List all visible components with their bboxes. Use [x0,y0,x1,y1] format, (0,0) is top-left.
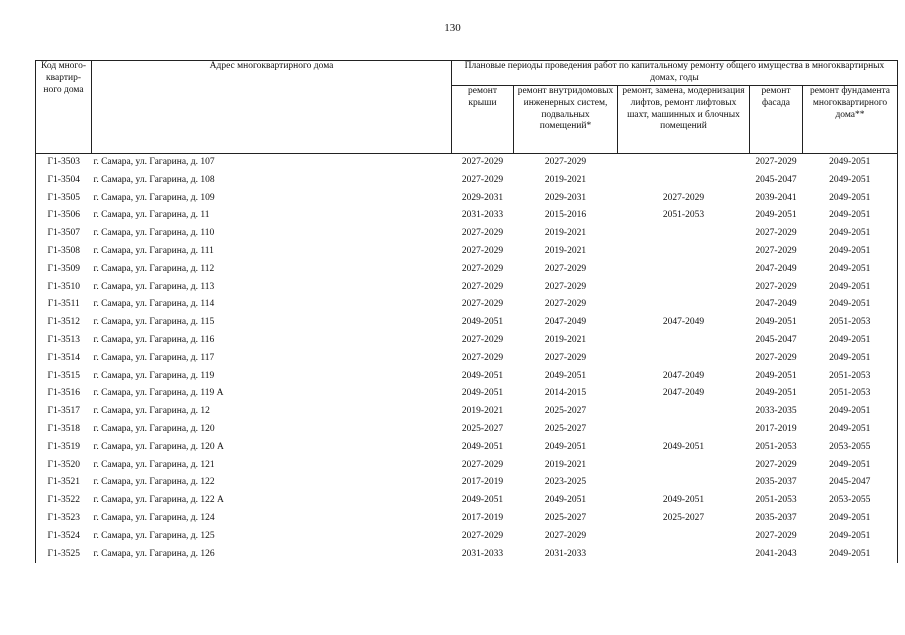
cell-roof: 2029-2031 [461,192,504,203]
cell-systems: 2019-2021 [544,174,587,185]
cell-code: Г1-3518 [36,421,92,439]
cell-code: Г1-3512 [36,314,92,332]
cell-address: г. Самара, ул. Гагарина, д. 124 [93,512,215,523]
cell-code: Г1-3515 [36,368,92,386]
cell-address: г. Самара, ул. Гагарина, д. 120 [93,423,215,434]
cell-elevators [618,225,750,243]
cell-address: г. Самара, ул. Гагарина, д. 125 [93,530,215,541]
table-row [36,243,898,261]
cell-facade: 2027-2029 [755,245,797,256]
header-facade: ремонт фасада [750,86,803,154]
cell-facade: 2041-2043 [755,548,797,559]
cell-foundation: 2051-2053 [803,385,898,403]
cell-facade: 2047-2049 [755,299,797,310]
table-row [36,296,898,314]
cell-facade: 2045-2047 [755,174,797,185]
cell-code: Г1-3514 [36,350,92,368]
cell-roof: 2031-2033 [461,548,504,559]
cell-elevators [618,350,750,368]
cell-code: Г1-3521 [36,474,92,492]
table-row [36,439,898,457]
table-row [36,546,898,564]
cell-code: Г1-3519 [36,439,92,457]
repair-schedule-table [35,60,898,563]
cell-systems: 2027-2029 [544,281,587,292]
table-row [36,510,898,528]
cell-foundation: 2049-2051 [803,296,898,314]
cell-code: Г1-3520 [36,457,92,475]
cell-elevators [618,546,750,564]
cell-systems: 2027-2029 [544,299,587,310]
cell-systems: 2049-2051 [544,441,587,452]
cell-code: Г1-3513 [36,332,92,350]
cell-roof: 2017-2019 [461,512,504,523]
cell-roof: 2027-2029 [461,263,504,274]
table-row [36,154,898,172]
cell-foundation: 2049-2051 [803,207,898,225]
cell-code: Г1-3517 [36,403,92,421]
cell-facade: 2035-2037 [755,512,797,523]
cell-systems: 2025-2027 [544,406,587,417]
cell-facade: 2051-2053 [755,495,797,506]
cell-elevators [618,474,750,492]
cell-address: г. Самара, ул. Гагарина, д. 126 [93,548,215,559]
cell-elevators: 2049-2051 [662,495,705,506]
table-row [36,261,898,279]
cell-systems: 2014-2015 [544,388,587,399]
cell-roof: 2027-2029 [461,459,504,470]
cell-code: Г1-3503 [36,154,92,172]
cell-roof: 2027-2029 [461,157,504,167]
cell-address: г. Самара, ул. Гагарина, д. 117 [93,352,215,363]
table-row [36,528,898,546]
table-row [36,403,898,421]
cell-facade: 2033-2035 [755,406,797,417]
cell-code: Г1-3505 [36,190,92,208]
cell-elevators [618,403,750,421]
cell-roof: 2027-2029 [461,228,504,239]
table-row [36,350,898,368]
cell-systems: 2025-2027 [544,423,587,434]
cell-address: г. Самара, ул. Гагарина, д. 108 [93,174,215,185]
table-row [36,457,898,475]
cell-elevators [618,279,750,297]
cell-roof: 2019-2021 [461,406,504,417]
cell-code: Г1-3504 [36,172,92,190]
cell-code: Г1-3506 [36,207,92,225]
header-code: Код много-квартир-ного дома [36,61,92,154]
table-row [36,225,898,243]
cell-address: г. Самара, ул. Гагарина, д. 109 [93,192,215,203]
cell-foundation: 2051-2053 [803,368,898,386]
cell-roof: 2027-2029 [461,530,504,541]
cell-facade: 2035-2037 [755,477,797,488]
cell-foundation: 2049-2051 [803,546,898,564]
cell-roof: 2025-2027 [461,423,504,434]
cell-elevators [618,528,750,546]
cell-code: Г1-3524 [36,528,92,546]
cell-systems: 2025-2027 [544,512,587,523]
table-body [36,154,898,564]
page-number: 130 [444,22,461,34]
cell-foundation: 2049-2051 [803,510,898,528]
cell-address: г. Самара, ул. Гагарина, д. 116 [93,334,215,345]
cell-foundation: 2049-2051 [803,350,898,368]
cell-foundation: 2053-2055 [803,439,898,457]
header-periods: Плановые периоды проведения работ по капитальному ремонту общего имущества в многоквартирных домах, годы [452,61,898,86]
cell-systems: 2027-2029 [544,352,587,363]
cell-address: г. Самара, ул. Гагарина, д. 119 [93,370,215,381]
cell-roof: 2049-2051 [461,495,504,506]
cell-foundation: 2045-2047 [803,474,898,492]
cell-roof: 2027-2029 [461,352,504,363]
cell-facade: 2027-2029 [755,352,797,363]
cell-systems: 2047-2049 [544,317,587,328]
cell-elevators [618,457,750,475]
cell-foundation: 2049-2051 [803,225,898,243]
cell-code: Г1-3522 [36,492,92,510]
cell-elevators [618,332,750,350]
cell-elevators: 2025-2027 [662,512,705,523]
cell-code: Г1-3508 [36,243,92,261]
cell-roof: 2027-2029 [461,299,504,310]
cell-code: Г1-3525 [36,546,92,564]
cell-address: г. Самара, ул. Гагарина, д. 121 [93,459,215,470]
cell-address: г. Самара, ул. Гагарина, д. 107 [93,157,215,167]
cell-code: Г1-3509 [36,261,92,279]
cell-facade: 2027-2029 [755,157,797,167]
cell-elevators [618,296,750,314]
table-row [36,190,898,208]
cell-address: г. Самара, ул. Гагарина, д. 119 А [93,388,224,399]
table-row [36,368,898,386]
cell-foundation: 2049-2051 [803,190,898,208]
cell-elevators: 2047-2049 [662,388,705,399]
cell-foundation: 2049-2051 [803,279,898,297]
cell-systems: 2049-2051 [544,495,587,506]
cell-facade: 2027-2029 [755,459,797,470]
cell-code: Г1-3507 [36,225,92,243]
cell-roof: 2049-2051 [461,441,504,452]
cell-facade: 2027-2029 [755,281,797,292]
cell-foundation: 2049-2051 [803,332,898,350]
cell-address: г. Самара, ул. Гагарина, д. 110 [93,228,215,239]
cell-roof: 2049-2051 [461,370,504,381]
cell-facade: 2017-2019 [755,423,797,434]
cell-code: Г1-3511 [36,296,92,314]
cell-facade: 2039-2041 [755,192,797,203]
cell-address: г. Самара, ул. Гагарина, д. 114 [93,299,215,310]
cell-elevators [618,172,750,190]
cell-address: г. Самара, ул. Гагарина, д. 11 [93,210,210,221]
table-row [36,332,898,350]
cell-systems: 2015-2016 [544,210,587,221]
cell-systems: 2029-2031 [544,192,587,203]
cell-systems: 2019-2021 [544,459,587,470]
cell-facade: 2045-2047 [755,334,797,345]
cell-systems: 2027-2029 [544,530,587,541]
cell-address: г. Самара, ул. Гагарина, д. 115 [93,317,215,328]
cell-elevators: 2047-2049 [662,370,705,381]
cell-systems: 2031-2033 [544,548,587,559]
table-row [36,279,898,297]
table-row [36,474,898,492]
table-row [36,385,898,403]
table-row [36,172,898,190]
cell-address: г. Самара, ул. Гагарина, д. 120 А [93,441,224,452]
cell-foundation: 2053-2055 [803,492,898,510]
cell-roof: 2017-2019 [461,477,504,488]
cell-systems: 2027-2029 [544,263,587,274]
cell-facade: 2049-2051 [755,210,797,221]
cell-address: г. Самара, ул. Гагарина, д. 113 [93,281,215,292]
cell-facade: 2027-2029 [755,228,797,239]
cell-roof: 2049-2051 [461,388,504,399]
table-row [36,314,898,332]
cell-foundation: 2049-2051 [803,172,898,190]
cell-roof: 2031-2033 [461,210,504,221]
cell-foundation: 2051-2053 [803,314,898,332]
cell-address: г. Самара, ул. Гагарина, д. 12 [93,406,210,417]
cell-address: г. Самара, ул. Гагарина, д. 122 [93,477,215,488]
cell-systems: 2027-2029 [544,157,587,167]
cell-foundation: 2049-2051 [803,243,898,261]
cell-address: г. Самара, ул. Гагарина, д. 112 [93,263,215,274]
cell-elevators [618,261,750,279]
cell-code: Г1-3510 [36,279,92,297]
cell-roof: 2049-2051 [461,317,504,328]
cell-code: Г1-3516 [36,385,92,403]
cell-elevators: 2051-2053 [662,210,705,221]
cell-foundation: 2049-2051 [803,528,898,546]
header-foundation: ремонт фундамента многоквартирного дома** [803,86,898,154]
cell-foundation: 2049-2051 [803,403,898,421]
table-row [36,207,898,225]
cell-elevators [618,154,750,172]
header-systems: ремонт внутридомовых инженерных систем, подвальных помещений* [514,86,618,154]
cell-facade: 2049-2051 [755,388,797,399]
header-row-main [36,61,898,86]
cell-facade: 2051-2053 [755,441,797,452]
cell-foundation: 2049-2051 [803,421,898,439]
cell-code: Г1-3523 [36,510,92,528]
cell-facade: 2027-2029 [755,530,797,541]
cell-roof: 2027-2029 [461,245,504,256]
cell-foundation: 2049-2051 [803,457,898,475]
cell-systems: 2049-2051 [544,370,587,381]
cell-elevators [618,243,750,261]
cell-systems: 2019-2021 [544,334,587,345]
header-roof: ремонт крыши [452,86,514,154]
cell-systems: 2023-2025 [544,477,587,488]
header-address: Адрес многоквартирного дома [92,61,452,154]
cell-roof: 2027-2029 [461,174,504,185]
cell-systems: 2019-2021 [544,228,587,239]
cell-elevators: 2027-2029 [662,192,705,203]
cell-address: г. Самара, ул. Гагарина, д. 111 [93,245,214,256]
table-row [36,492,898,510]
cell-elevators [618,421,750,439]
cell-facade: 2049-2051 [755,370,797,381]
cell-facade: 2049-2051 [755,317,797,328]
cell-systems: 2019-2021 [544,245,587,256]
cell-elevators: 2049-2051 [662,441,705,452]
cell-roof: 2027-2029 [461,334,504,345]
table-row [36,421,898,439]
cell-elevators: 2047-2049 [662,317,705,328]
cell-roof: 2027-2029 [461,281,504,292]
cell-address: г. Самара, ул. Гагарина, д. 122 А [93,495,224,506]
cell-foundation: 2049-2051 [803,261,898,279]
header-elevators: ремонт, замена, модернизация лифтов, ремонт лифтовых шахт, машинных и блочных помещений [618,86,750,154]
cell-facade: 2047-2049 [755,263,797,274]
cell-foundation: 2049-2051 [803,154,898,172]
